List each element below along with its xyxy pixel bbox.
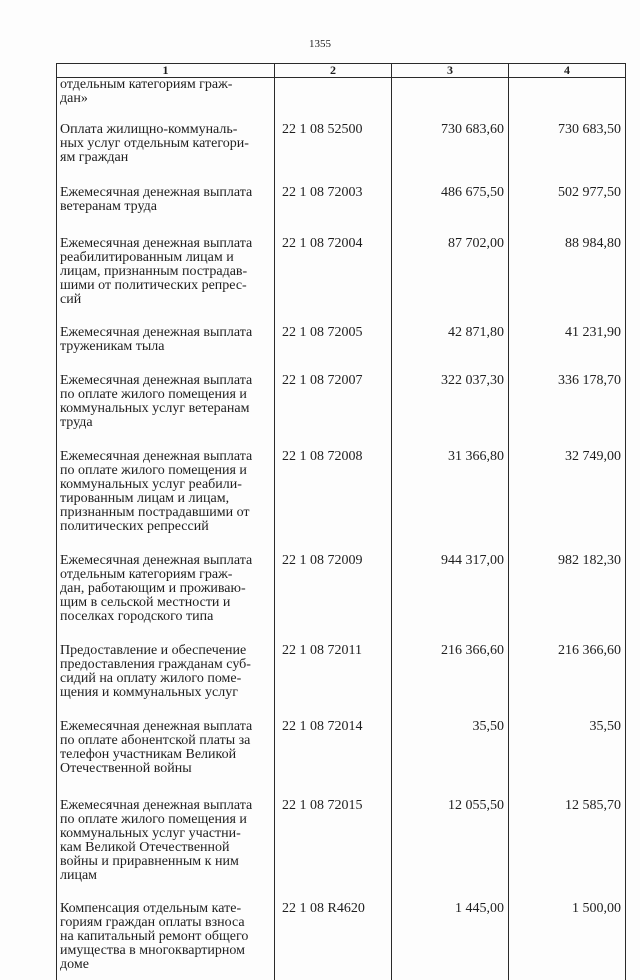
table-row [57, 784, 626, 887]
row-value-col3 [392, 78, 509, 107]
row-name-cell [57, 359, 275, 435]
row-value-col4: 35,50 [509, 705, 626, 784]
row-code-cell: 22 1 08 R4620 [275, 887, 392, 980]
row-value-col4: 88 984,80 [509, 222, 626, 311]
row-value-col4: 12 585,70 [509, 784, 626, 887]
row-value-col3: 12 055,50 [392, 784, 509, 887]
budget-table [56, 63, 626, 980]
row-name-line: реабилитированным лицам и [60, 251, 270, 265]
row-name-line: по оплате абонентской платы за [60, 734, 270, 748]
row-name-line: коммунальных услуг ветеранам [60, 402, 270, 416]
table-row [57, 106, 626, 171]
row-name-cell [57, 222, 275, 311]
row-value-col3: 87 702,00 [392, 222, 509, 311]
row-name-line: по оплате жилого помещения и [60, 388, 270, 402]
row-value-col4: 216 366,60 [509, 629, 626, 705]
row-name-cell [57, 106, 275, 171]
row-name-line: Ежемесячная денежная выплата [60, 237, 270, 251]
row-name-cell [57, 435, 275, 539]
row-name-line: коммунальных услуг реабили- [60, 478, 270, 492]
row-name-line: Оплата жилищно-коммуналь- [60, 123, 270, 137]
row-name-line: по оплате жилого помещения и [60, 464, 270, 478]
row-name-line: на капитальный ремонт общего [60, 930, 270, 944]
row-value-col3: 944 317,00 [392, 539, 509, 629]
row-value-col3: 322 037,30 [392, 359, 509, 435]
row-value-col3: 31 366,80 [392, 435, 509, 539]
row-name-cell [57, 629, 275, 705]
row-code-cell: 22 1 08 72015 [275, 784, 392, 887]
row-name-line: сий [60, 293, 270, 307]
row-code-cell: 22 1 08 52500 [275, 106, 392, 171]
row-code-cell: 22 1 08 72008 [275, 435, 392, 539]
row-name-line: кам Великой Отечественной [60, 841, 270, 855]
row-value-col4: 32 749,00 [509, 435, 626, 539]
table-row [57, 435, 626, 539]
row-name-line: ветеранам труда [60, 200, 270, 214]
row-name-line: имущества в многоквартирном [60, 944, 270, 958]
row-name-line: Ежемесячная денежная выплата [60, 450, 270, 464]
row-code-cell: 22 1 08 72011 [275, 629, 392, 705]
header-col-2: 2 [275, 64, 392, 78]
row-value-col4: 1 500,00 [509, 887, 626, 980]
table-row [57, 887, 626, 980]
row-name-line: политических репрессий [60, 520, 270, 534]
row-name-line: признанным пострадавшими от [60, 506, 270, 520]
row-name-line: Ежемесячная денежная выплата [60, 186, 270, 200]
row-name-line: ных услуг отдельным категори- [60, 137, 270, 151]
page-number: 1355 [0, 38, 640, 50]
row-name-cell [57, 78, 275, 107]
row-value-col3: 35,50 [392, 705, 509, 784]
table-row [57, 359, 626, 435]
row-name-cell [57, 784, 275, 887]
row-name-line: отдельным категориям граж- [60, 568, 270, 582]
row-name-cell [57, 539, 275, 629]
row-name-line: труда [60, 416, 270, 430]
budget-table-wrapper [56, 63, 625, 980]
row-value-col4: 336 178,70 [509, 359, 626, 435]
row-name-line: сидий на оплату жилого поме- [60, 672, 270, 686]
row-code-cell: 22 1 08 72003 [275, 171, 392, 222]
row-name-line: предоставления гражданам суб- [60, 658, 270, 672]
row-name-line: Ежемесячная денежная выплата [60, 799, 270, 813]
row-value-col3: 42 871,80 [392, 311, 509, 359]
row-name-line: поселках городского типа [60, 610, 270, 624]
row-name-line: коммунальных услуг участни- [60, 827, 270, 841]
row-code-cell: 22 1 08 72005 [275, 311, 392, 359]
row-name-line: шими от политических репрес- [60, 279, 270, 293]
row-name-cell [57, 887, 275, 980]
row-name-line: лицам, признанным пострадав- [60, 265, 270, 279]
row-code-cell: 22 1 08 72007 [275, 359, 392, 435]
row-value-col3: 486 675,50 [392, 171, 509, 222]
row-name-line: Ежемесячная денежная выплата [60, 326, 270, 340]
row-code-cell: 22 1 08 72014 [275, 705, 392, 784]
header-col-4: 4 [509, 64, 626, 78]
row-name-line: Компенсация отдельным кате- [60, 902, 270, 916]
row-code-cell [275, 78, 392, 107]
row-value-col4: 982 182,30 [509, 539, 626, 629]
row-name-line: отдельным категориям граж- [60, 78, 270, 92]
row-name-line: тированным лицам и лицам, [60, 492, 270, 506]
table-row [57, 222, 626, 311]
row-name-line: труженикам тыла [60, 340, 270, 354]
table-row [57, 705, 626, 784]
row-name-line: Ежемесячная денежная выплата [60, 554, 270, 568]
row-value-col3: 1 445,00 [392, 887, 509, 980]
row-name-cell [57, 311, 275, 359]
row-code-cell: 22 1 08 72004 [275, 222, 392, 311]
row-name-line: Предоставление и обеспечение [60, 644, 270, 658]
row-code-cell: 22 1 08 72009 [275, 539, 392, 629]
row-name-line: дан» [60, 92, 270, 106]
row-name-line: Ежемесячная денежная выплата [60, 720, 270, 734]
row-value-col4 [509, 78, 626, 107]
row-name-line: щения и коммунальных услуг [60, 686, 270, 700]
row-name-line: лицам [60, 869, 270, 883]
row-name-line: по оплате жилого помещения и [60, 813, 270, 827]
row-name-line: Отечественной войны [60, 762, 270, 776]
header-col-1: 1 [57, 64, 275, 78]
table-row [57, 629, 626, 705]
table-row [57, 539, 626, 629]
row-name-cell [57, 705, 275, 784]
row-name-line: телефон участникам Великой [60, 748, 270, 762]
row-name-line: гориям граждан оплаты взноса [60, 916, 270, 930]
row-value-col3: 216 366,60 [392, 629, 509, 705]
row-name-cell [57, 171, 275, 222]
table-row [57, 171, 626, 222]
row-name-line: ям граждан [60, 151, 270, 165]
row-name-line: войны и приравненным к ним [60, 855, 270, 869]
header-col-3: 3 [392, 64, 509, 78]
table-row [57, 311, 626, 359]
row-value-col4: 730 683,50 [509, 106, 626, 171]
header-row [57, 64, 626, 78]
row-value-col4: 41 231,90 [509, 311, 626, 359]
row-value-col3: 730 683,60 [392, 106, 509, 171]
table-body [57, 78, 626, 980]
row-name-line: дан, работающим и проживаю- [60, 582, 270, 596]
row-value-col4: 502 977,50 [509, 171, 626, 222]
row-name-line: Ежемесячная денежная выплата [60, 374, 270, 388]
table-row [57, 78, 626, 107]
row-name-line: доме [60, 958, 270, 972]
row-name-line: щим в сельской местности и [60, 596, 270, 610]
